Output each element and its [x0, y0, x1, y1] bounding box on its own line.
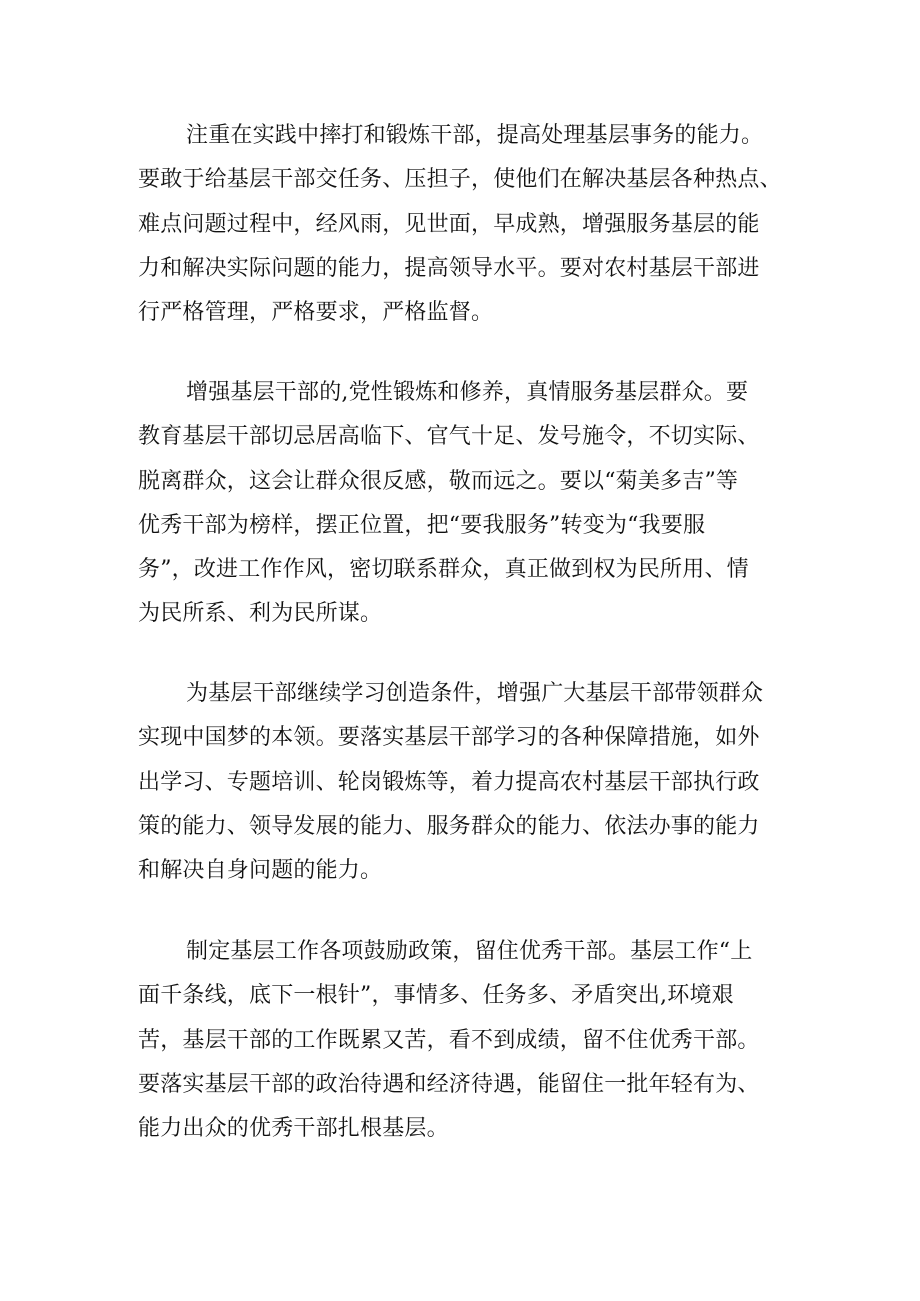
text-line: 要落实基层干部的政治待遇和经济待遇，能留住一批年轻有为、: [138, 1071, 760, 1097]
text-line: 难点问题过程中，经风雨，见世面，早成熟，增强服务基层的能: [138, 211, 760, 237]
text-line: 面千条线，底下一根针”，事情多、任务多、矛盾突出,环境艰: [138, 983, 734, 1009]
text-line: 出学习、专题培训、轮岗锻炼等，着力提高农村基层干部执行政: [138, 769, 760, 795]
paragraph-party-spirit: [138, 371, 798, 637]
text-line: 要敢于给基层干部交任务、压担子，使他们在解决基层各种热点、: [138, 167, 782, 193]
paragraph-incentive-policies: [138, 930, 798, 1151]
text-line: 教育基层干部切忌居高临下、官气十足、发号施令，不切实际、: [138, 424, 760, 450]
text-line: 力和解决实际问题的能力，提高领导水平。要对农村基层干部进: [138, 255, 760, 281]
text-line: 为民所系、利为民所谋。: [138, 601, 383, 627]
text-line: 实现中国梦的本领。要落实基层干部学习的各种保障措施，如外: [138, 725, 760, 751]
text-line: 增强基层干部的,党性锻炼和修养，真情服务基层群众。要: [186, 380, 749, 405]
text-line: 行严格管理，严格要求，严格监督。: [138, 300, 494, 326]
text-line: 和解决自身问题的能力。: [138, 858, 383, 884]
text-line: 脱离群众，这会让群众很反感，敬而远之。要以“菊美多吉”等: [138, 468, 739, 494]
text-line: 能力出众的优秀干部扎根基层。: [138, 1116, 449, 1142]
text-line: 制定基层工作各项鼓励政策，留住优秀干部。基层工作“上: [186, 939, 753, 964]
text-line: 注重在实践中摔打和锻炼干部，提高处理基层事务的能力。: [186, 123, 764, 148]
text-line: 务”，改进工作作风，密切联系群众，真正做到权为民所用、情: [138, 557, 749, 583]
text-line: 苦，基层干部的工作既累又苦，看不到成绩，留不住优秀干部。: [138, 1027, 760, 1053]
text-line: 优秀干部为榜样，摆正位置，把“要我服务”转变为“我要服: [138, 512, 706, 538]
text-line: 为基层干部继续学习创造条件，增强广大基层干部带领群众: [186, 681, 764, 706]
paragraph-continued-learning: [138, 672, 798, 893]
text-line: 策的能力、领导发展的能力、服务群众的能力、依法办事的能力: [138, 813, 760, 839]
paragraph-cultivate-in-practice: [138, 114, 798, 335]
